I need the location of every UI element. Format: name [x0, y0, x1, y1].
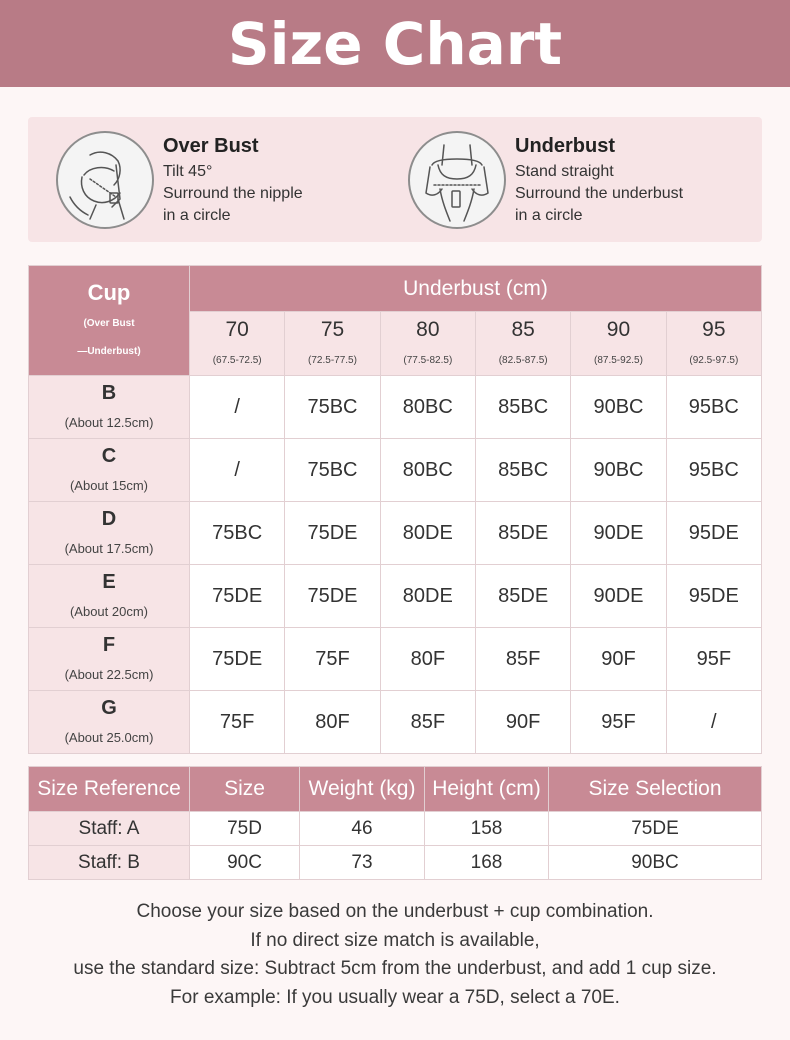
underbust-range: (72.5-77.5) [308, 355, 357, 366]
size-cell: 75BC [285, 439, 380, 502]
ref-header: Height (cm) [425, 767, 549, 812]
cup-letter: E [102, 571, 116, 593]
size-cell: 75BC [190, 502, 285, 565]
underbust-column-header [666, 312, 761, 376]
size-cell: 90F [571, 628, 666, 691]
underbust-line: Surround the underbust [515, 185, 684, 202]
table-row [29, 846, 762, 880]
table-row [29, 812, 762, 846]
ref-cell: Staff: A [29, 812, 190, 846]
size-cell: 85BC [475, 439, 570, 502]
underbust-line: in a circle [515, 207, 583, 224]
size-cell: 75BC [285, 376, 380, 439]
cup-header-label: Cup [87, 280, 131, 305]
cup-difference: (About 12.5cm) [64, 415, 154, 430]
size-cell: 85DE [475, 565, 570, 628]
underbust-column-header [380, 312, 475, 376]
underbust-size: 75 [320, 318, 345, 341]
size-table [28, 265, 762, 754]
underbust-guide [408, 131, 683, 229]
size-cell: 85DE [475, 502, 570, 565]
table-row [29, 691, 762, 754]
table-row [29, 628, 762, 691]
size-cell: / [190, 376, 285, 439]
underbust-title: Underbust [515, 135, 615, 157]
cup-row-header [29, 691, 190, 754]
cup-row-header [29, 439, 190, 502]
size-cell: 90F [475, 691, 570, 754]
note-line: Choose your size based on the underbust + cup combination. [136, 901, 654, 922]
ref-cell: 75D [190, 812, 300, 846]
page-title: Size Chart [227, 9, 563, 78]
size-cell: 75DE [190, 565, 285, 628]
over-bust-line: Tilt 45° [163, 163, 213, 180]
over-bust-line: Surround the nipple [163, 185, 303, 202]
size-cell: 80F [380, 628, 475, 691]
size-cell: 85BC [475, 376, 570, 439]
underbust-column-header [285, 312, 380, 376]
cup-header-sub: (Over Bust [83, 318, 135, 329]
size-cell: 90DE [571, 565, 666, 628]
title-banner [0, 0, 790, 87]
size-cell: 95BC [666, 376, 761, 439]
over-bust-line: in a circle [163, 207, 231, 224]
cup-letter: C [101, 445, 117, 467]
note-line: For example: If you usually wear a 75D, select a 70E. [170, 986, 620, 1008]
size-cell: 85F [475, 628, 570, 691]
ref-header: Size Reference [29, 767, 190, 812]
cup-difference: (About 20cm) [69, 604, 149, 619]
underbust-size: 95 [702, 318, 726, 341]
underbust-size: 85 [511, 318, 535, 341]
underbust-range: (77.5-82.5) [403, 355, 453, 366]
cup-letter: D [101, 508, 117, 530]
underbust-range: (67.5-72.5) [212, 355, 262, 366]
cup-row-header [29, 502, 190, 565]
size-cell: 75F [285, 628, 380, 691]
underbust-range: (82.5-87.5) [498, 355, 548, 366]
size-cell: 90BC [571, 376, 666, 439]
size-cell: 95DE [666, 565, 761, 628]
over-bust-illustration-icon [56, 131, 154, 229]
size-reference-table [28, 766, 762, 880]
size-cell: / [190, 439, 285, 502]
note-line: If no direct size match is available, [250, 929, 540, 951]
underbust-line: Stand straight [515, 163, 614, 180]
underbust-illustration-icon [408, 131, 506, 229]
size-cell: 90DE [571, 502, 666, 565]
cup-letter: B [101, 382, 117, 404]
cup-header [29, 266, 190, 376]
underbust-column-header [475, 312, 570, 376]
cup-difference: (About 15cm) [69, 478, 149, 493]
over-bust-text [163, 135, 303, 229]
ref-cell: 158 [425, 812, 549, 846]
size-cell: 80DE [380, 565, 475, 628]
underbust-column-header [190, 312, 285, 376]
cup-header-sub: —Underbust) [77, 346, 141, 357]
cup-difference: (About 25.0cm) [64, 730, 154, 745]
over-bust-guide [56, 131, 303, 229]
table-row [29, 376, 762, 439]
size-cell: 90BC [571, 439, 666, 502]
size-cell: 75DE [285, 502, 380, 565]
table-row [29, 565, 762, 628]
underbust-range: (87.5-92.5) [594, 355, 643, 366]
cup-difference: (About 22.5cm) [64, 667, 154, 682]
size-cell: 95F [571, 691, 666, 754]
ref-cell: Staff: B [29, 846, 190, 880]
ref-header: Weight (kg) [300, 767, 425, 812]
size-cell: 85F [380, 691, 475, 754]
ref-cell: 75DE [549, 812, 762, 846]
table-row [29, 439, 762, 502]
underbust-text [515, 135, 683, 229]
ref-header: Size [190, 767, 300, 812]
size-cell: 80DE [380, 502, 475, 565]
cup-difference: (About 17.5cm) [64, 541, 154, 556]
sizing-notes [0, 898, 790, 1012]
underbust-size: 90 [606, 318, 631, 341]
size-cell: 95DE [666, 502, 761, 565]
cup-letter: G [101, 697, 117, 719]
table-row [29, 502, 762, 565]
over-bust-title: Over Bust [163, 135, 259, 157]
underbust-column-header [571, 312, 666, 376]
size-cell: 80BC [380, 376, 475, 439]
underbust-header: Underbust (cm) [190, 266, 762, 312]
size-cell: 75DE [190, 628, 285, 691]
ref-header: Size Selection [549, 767, 762, 812]
size-cell: 75F [190, 691, 285, 754]
size-cell: 80F [285, 691, 380, 754]
underbust-size: 80 [416, 318, 440, 341]
ref-cell: 168 [425, 846, 549, 880]
cup-row-header [29, 565, 190, 628]
size-cell: 95F [666, 628, 761, 691]
ref-cell: 90BC [549, 846, 762, 880]
size-cell: 95BC [666, 439, 761, 502]
size-cell: 80BC [380, 439, 475, 502]
cup-row-header [29, 628, 190, 691]
measurement-guide [28, 117, 762, 242]
size-cell: 75DE [285, 565, 380, 628]
underbust-range: (92.5-97.5) [689, 355, 739, 366]
ref-cell: 46 [300, 812, 425, 846]
ref-cell: 90C [190, 846, 300, 880]
cup-letter: F [102, 634, 116, 656]
ref-cell: 73 [300, 846, 425, 880]
underbust-size: 70 [225, 318, 249, 341]
note-line: use the standard size: Subtract 5cm from the underbust, and add 1 cup size. [73, 958, 717, 979]
cup-row-header [29, 376, 190, 439]
size-cell: / [666, 691, 761, 754]
